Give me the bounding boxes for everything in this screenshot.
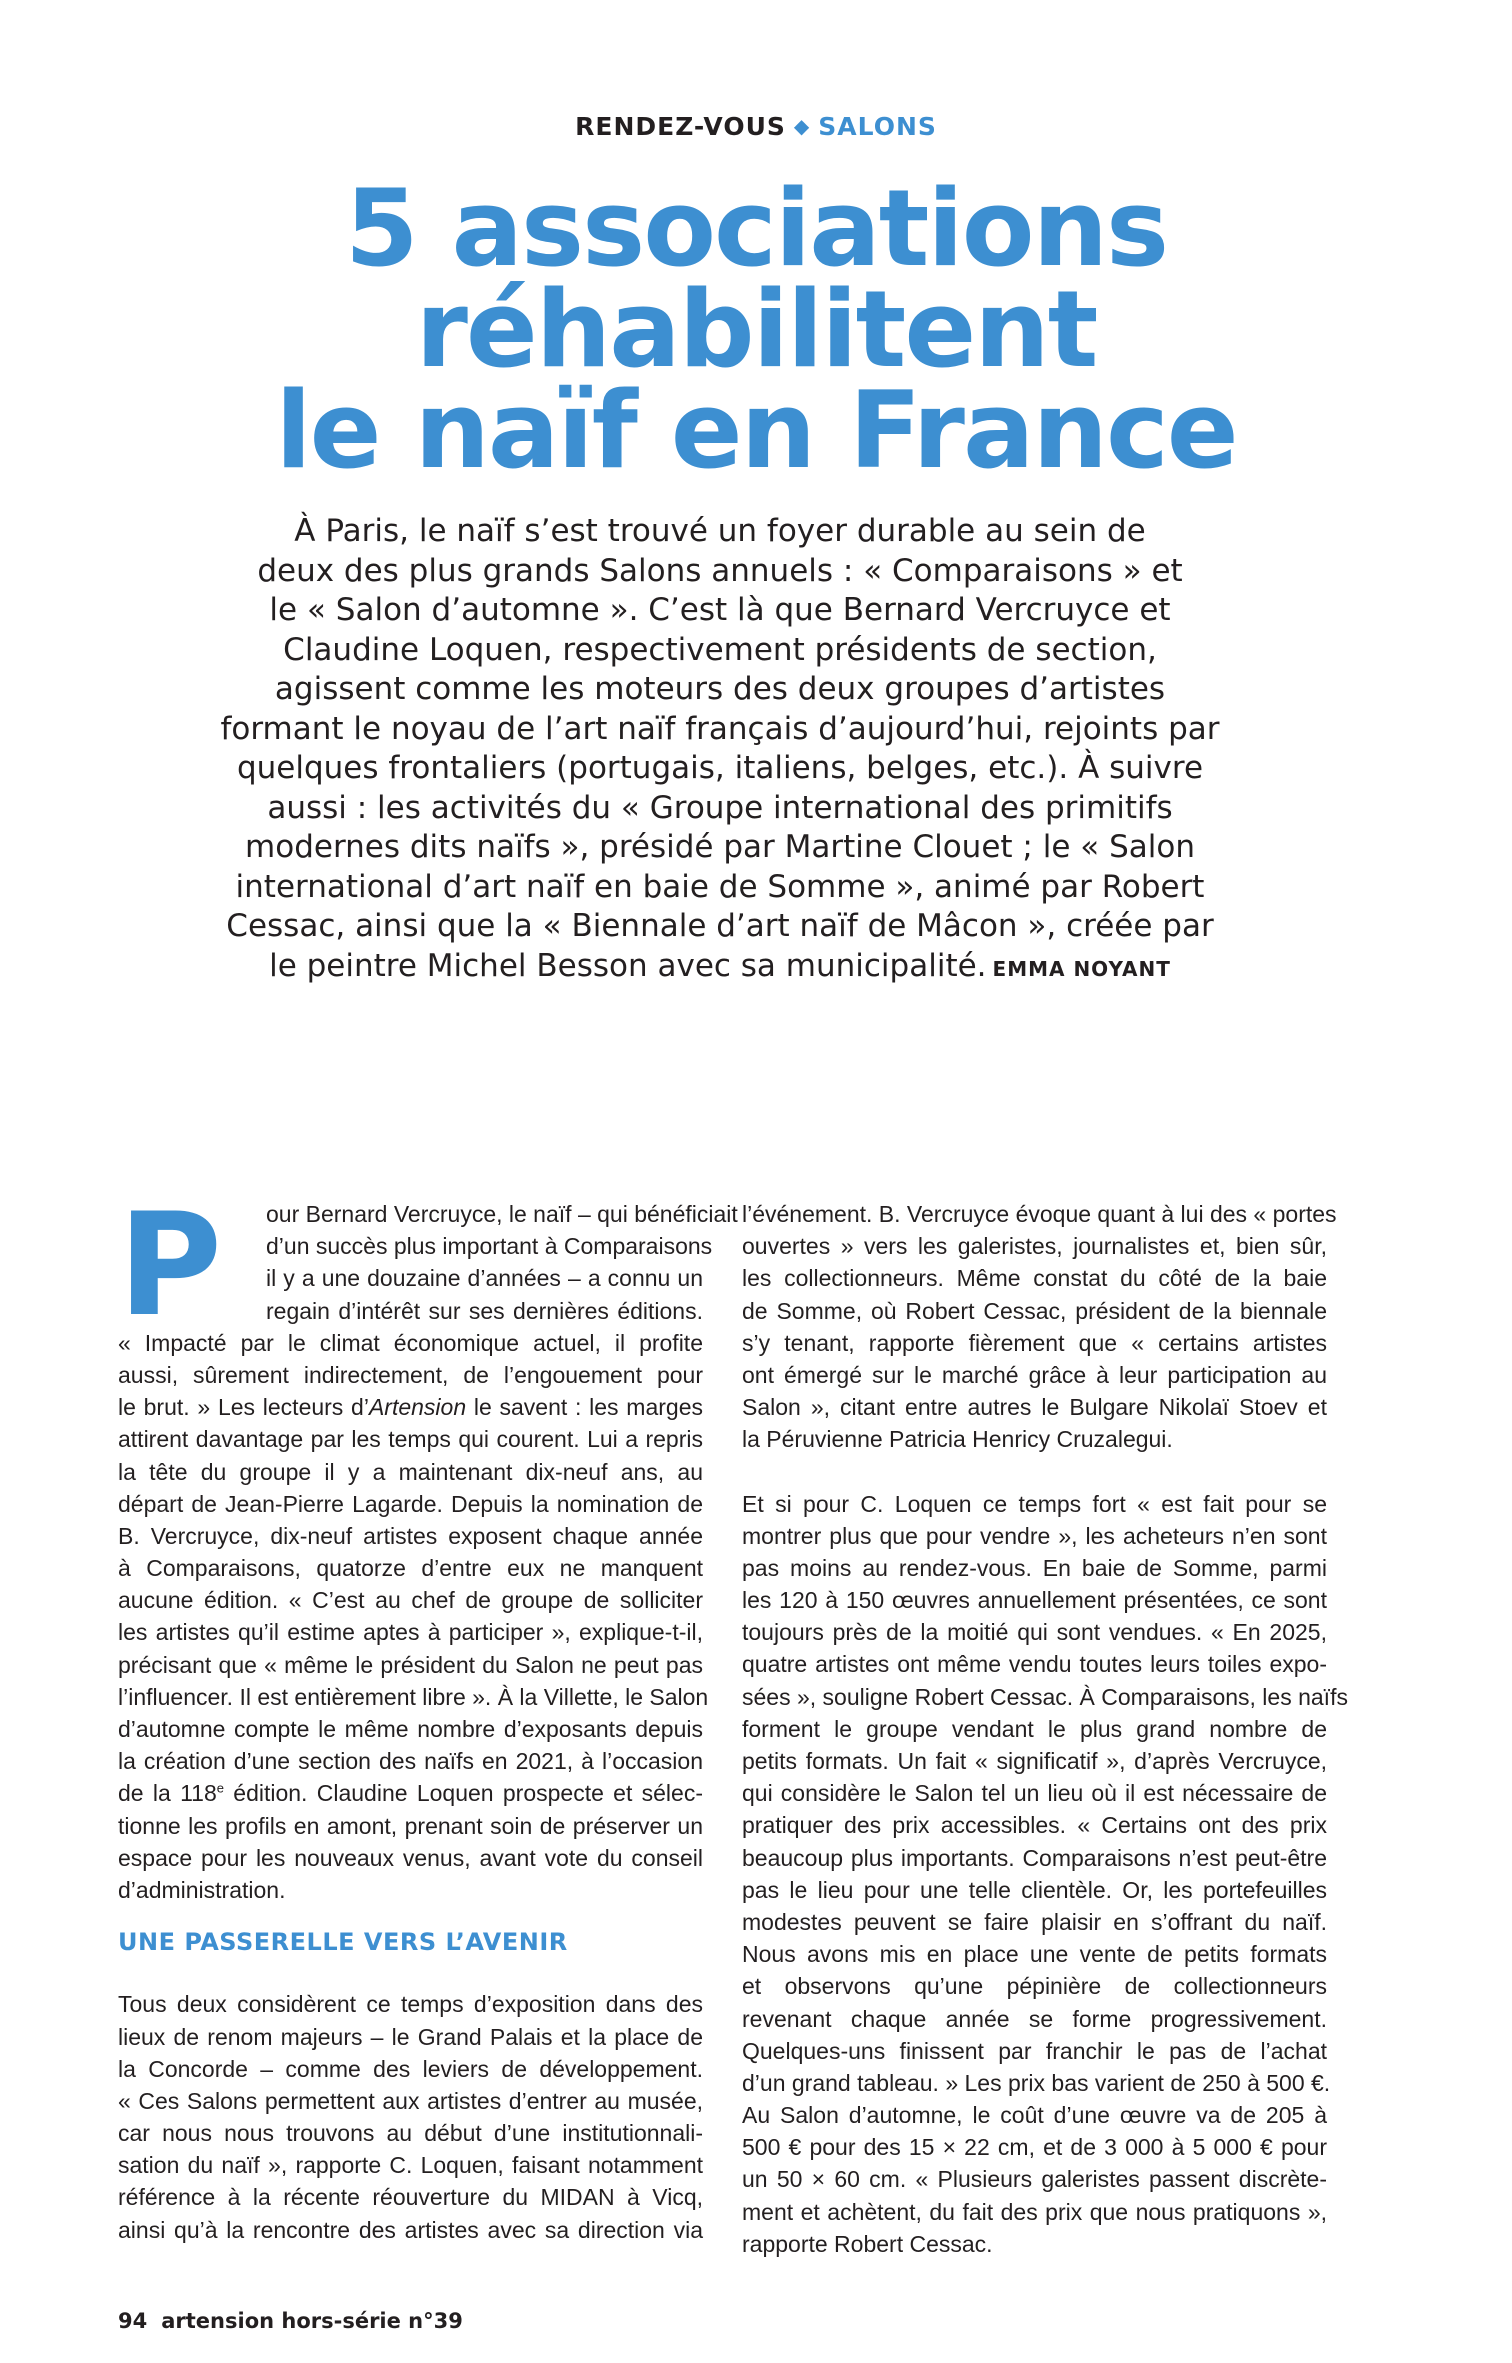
text-line: espace pour les nouveaux venus, avant vote du conseil bbox=[118, 1844, 703, 1871]
lead-line: international d’art naïf en baie de Somme », animé par Robert bbox=[235, 868, 1205, 905]
paragraph bbox=[742, 1198, 1337, 1456]
text-line: car nous nous trouvons au début d’une institutionnali- bbox=[118, 2120, 703, 2147]
text-line: un 50 × 60 cm. « Plusieurs galeristes passent discrète- bbox=[742, 2166, 1327, 2193]
lead-line: Cessac, ainsi que la « Biennale d’art naïf de Mâcon », créée par bbox=[226, 908, 1214, 944]
text-line: d’administration. bbox=[118, 1876, 286, 1903]
headline-line: le naïf en France bbox=[275, 369, 1237, 492]
paragraph bbox=[118, 1988, 703, 2246]
text-line: sées », souligne Robert Cessac. À Comparaisons, les naïfs bbox=[742, 1683, 1348, 1710]
text-line: aucune édition. « C’est au chef de groupe de solliciter bbox=[118, 1587, 703, 1614]
text-line: et observons qu’une pépinière de collectionneurs bbox=[742, 1973, 1327, 2000]
text-line: « Ces Salons permettent aux artistes d’entrer au musée, bbox=[118, 2087, 703, 2114]
article-headline bbox=[0, 167, 1512, 492]
text-line: il y a une douzaine d’années – a connu un bbox=[266, 1265, 703, 1292]
text-line: Salon », citant entre autres le Bulgare Nikolaï Stoev et bbox=[742, 1394, 1327, 1421]
lead-line: formant le noyau de l’art naïf français d’aujourd’hui, rejoints par bbox=[220, 710, 1220, 747]
headline-line: 5 associations bbox=[344, 167, 1168, 290]
author-byline: EMMA NOYANT bbox=[992, 956, 1171, 981]
rubric-section: RENDEZ-VOUS bbox=[575, 112, 786, 141]
lead-line: Claudine Loquen, respectivement présidents de section, bbox=[283, 631, 1157, 668]
text-line: B. Vercruyce, dix-neuf artistes exposent chaque année bbox=[118, 1522, 703, 1549]
text-line: les collectionneurs. Même constat du côté de la baie bbox=[742, 1265, 1327, 1292]
text-line: la Concorde – comme des leviers de développement. bbox=[118, 2055, 703, 2082]
magazine-name: Artension bbox=[368, 1394, 467, 1421]
text-line: pas le lieu pour une telle clientèle. Or, les portefeuilles bbox=[742, 1876, 1327, 1903]
text-line: l’influencer. Il est entièrement libre ». À la Villette, le Salon bbox=[118, 1683, 709, 1710]
text-line: ainsi qu’à la rencontre des artistes avec sa direction via bbox=[118, 2216, 703, 2243]
text-line: Tous deux considèrent ce temps d’exposition dans des bbox=[118, 1991, 703, 2018]
magazine-issue: artension hors-série n°39 bbox=[161, 2309, 463, 2333]
diamond-separator-icon: ◆ bbox=[793, 114, 811, 138]
text-line: our Bernard Vercruyce, le naïf – qui bénéficiait bbox=[266, 1201, 738, 1227]
text-line: le brut. » Les lecteurs d’Artension le savent : les marges bbox=[118, 1394, 703, 1421]
text-line: aussi, sûrement indirectement, de l’engouement pour bbox=[118, 1361, 703, 1388]
headline-line: réhabilitent bbox=[415, 268, 1097, 391]
text-line: d’un succès plus important à Comparaisons bbox=[266, 1233, 713, 1260]
text-line: lieux de renom majeurs – le Grand Palais et la place de bbox=[118, 2023, 703, 2050]
text-line: regain d’intérêt sur ses dernières éditions. bbox=[266, 1297, 703, 1324]
text-line: beaucoup plus importants. Comparaisons n’est peut-être bbox=[742, 1844, 1327, 1871]
text-line: ouvertes » vers les galeristes, journalistes et, bien sûr, bbox=[742, 1233, 1327, 1260]
lead-line: quelques frontaliers (portugais, italiens, belges, etc.). À suivre bbox=[236, 750, 1204, 786]
text-line: toujours près de la moitié qui sont vendues. « En 2025, bbox=[742, 1619, 1327, 1646]
text-line: qui considère le Salon tel un lieu où il est nécessaire de bbox=[742, 1780, 1327, 1807]
page-number: 94 bbox=[118, 2309, 148, 2333]
article-lead bbox=[190, 512, 1250, 989]
text-line: Au Salon d’automne, le coût d’une œuvre va de 205 à bbox=[742, 2102, 1327, 2129]
text-line: modestes peuvent se faire plaisir en s’offrant du naïf. bbox=[742, 1908, 1327, 1935]
rubric-subsection: SALONS bbox=[818, 112, 937, 141]
paragraph bbox=[742, 1488, 1348, 2261]
text-line: petits formats. Un fait « significatif », d’après Vercruyce, bbox=[742, 1748, 1327, 1774]
text-line: l’événement. B. Vercruyce évoque quant à lui des « portes bbox=[742, 1201, 1337, 1227]
text-line: de la 118e édition. Claudine Loquen prospecte et sélec- bbox=[118, 1780, 703, 1807]
drop-cap: P bbox=[118, 1183, 223, 1348]
paragraph bbox=[118, 1183, 738, 1906]
text-line: rapporte Robert Cessac. bbox=[742, 2230, 993, 2257]
text-line: pas moins au rendez-vous. En baie de Somme, parmi bbox=[742, 1554, 1327, 1581]
text-line: tionne les profils en amont, prenant soin de préserver un bbox=[118, 1812, 703, 1839]
text-line: « Impacté par le climat économique actuel, il profite bbox=[118, 1329, 703, 1356]
text-line: pratiquer des prix accessibles. « Certains ont des prix bbox=[742, 1812, 1327, 1839]
page-footer bbox=[118, 2309, 463, 2333]
text-line: d’un grand tableau. » Les prix bas varient de 250 à 500 €. bbox=[742, 2069, 1331, 2096]
lead-line: le peintre Michel Besson avec sa municipalité. EMMA NOYANT bbox=[269, 947, 1171, 984]
text-column-right bbox=[742, 1198, 1348, 2260]
text-line: forment le groupe vendant le plus grand nombre de bbox=[742, 1715, 1327, 1742]
text-line: 500 € pour des 15 × 22 cm, et de 3 000 à 5 000 € pour bbox=[742, 2134, 1327, 2161]
text-line: départ de Jean-Pierre Lagarde. Depuis la nomination de bbox=[118, 1490, 703, 1517]
text-line: s’y tenant, rapporte fièrement que « certains artistes bbox=[742, 1329, 1327, 1356]
text-line: les 120 à 150 œuvres annuellement présentées, ce sont bbox=[742, 1587, 1327, 1614]
text-line: quatre artistes ont même vendu toutes leurs toiles expo- bbox=[742, 1651, 1327, 1678]
text-line: référence à la récente réouverture du MIDAN à Vicq, bbox=[118, 2184, 703, 2211]
lead-line: À Paris, le naïf s’est trouvé un foyer durable au sein de bbox=[294, 513, 1146, 549]
text-line: précisant que « même le président du Salon ne peut pas bbox=[118, 1651, 703, 1678]
lead-line: le « Salon d’automne ». C’est là que Bernard Vercruyce et bbox=[269, 592, 1171, 628]
text-line: la Péruvienne Patricia Henricy Cruzalegui. bbox=[742, 1426, 1173, 1453]
lead-line: agissent comme les moteurs des deux groupes d’artistes bbox=[274, 671, 1166, 707]
text-line: la création d’une section des naïfs en 2021, à l’occasion bbox=[118, 1748, 703, 1775]
text-line: attirent davantage par les temps qui courent. Lui a repris bbox=[118, 1426, 703, 1453]
text-line: revenant chaque année se forme progressivement. bbox=[742, 2005, 1327, 2032]
section-subheading: UNE PASSERELLE VERS L’AVENIR bbox=[118, 1928, 568, 1957]
lead-line: aussi : les activités du « Groupe international des primitifs bbox=[267, 789, 1173, 826]
text-column-left bbox=[118, 1183, 738, 2246]
text-line: ment et achètent, du fait des prix que nous pratiquons », bbox=[742, 2198, 1327, 2225]
text-line: Et si pour C. Loquen ce temps fort « est fait pour se bbox=[742, 1490, 1327, 1517]
lead-line: deux des plus grands Salons annuels : « Comparaisons » et bbox=[257, 552, 1183, 589]
lead-line: modernes dits naïfs », présidé par Martine Clouet ; le « Salon bbox=[245, 829, 1195, 865]
text-line: les artistes qu’il estime aptes à participer », explique-t-il, bbox=[118, 1619, 703, 1646]
text-line: de Somme, où Robert Cessac, président de la biennale bbox=[742, 1297, 1327, 1324]
text-line: Quelques-uns finissent par franchir le pas de l’achat bbox=[742, 2037, 1327, 2064]
text-line: la tête du groupe il y a maintenant dix-neuf ans, au bbox=[118, 1458, 703, 1485]
text-line: sation du naïf », rapporte C. Loquen, faisant notamment bbox=[118, 2152, 703, 2179]
text-line: à Comparaisons, quatorze d’entre eux ne manquent bbox=[118, 1555, 703, 1582]
text-line: d’automne compte le même nombre d’exposants depuis bbox=[118, 1716, 703, 1742]
text-line: Nous avons mis en place une vente de petits formats bbox=[742, 1941, 1327, 1968]
text-line: ont émergé sur le marché grâce à leur participation au bbox=[742, 1361, 1327, 1388]
text-line: montrer plus que pour vendre », les acheteurs n’en sont bbox=[742, 1522, 1327, 1549]
section-rubric bbox=[0, 112, 1512, 141]
